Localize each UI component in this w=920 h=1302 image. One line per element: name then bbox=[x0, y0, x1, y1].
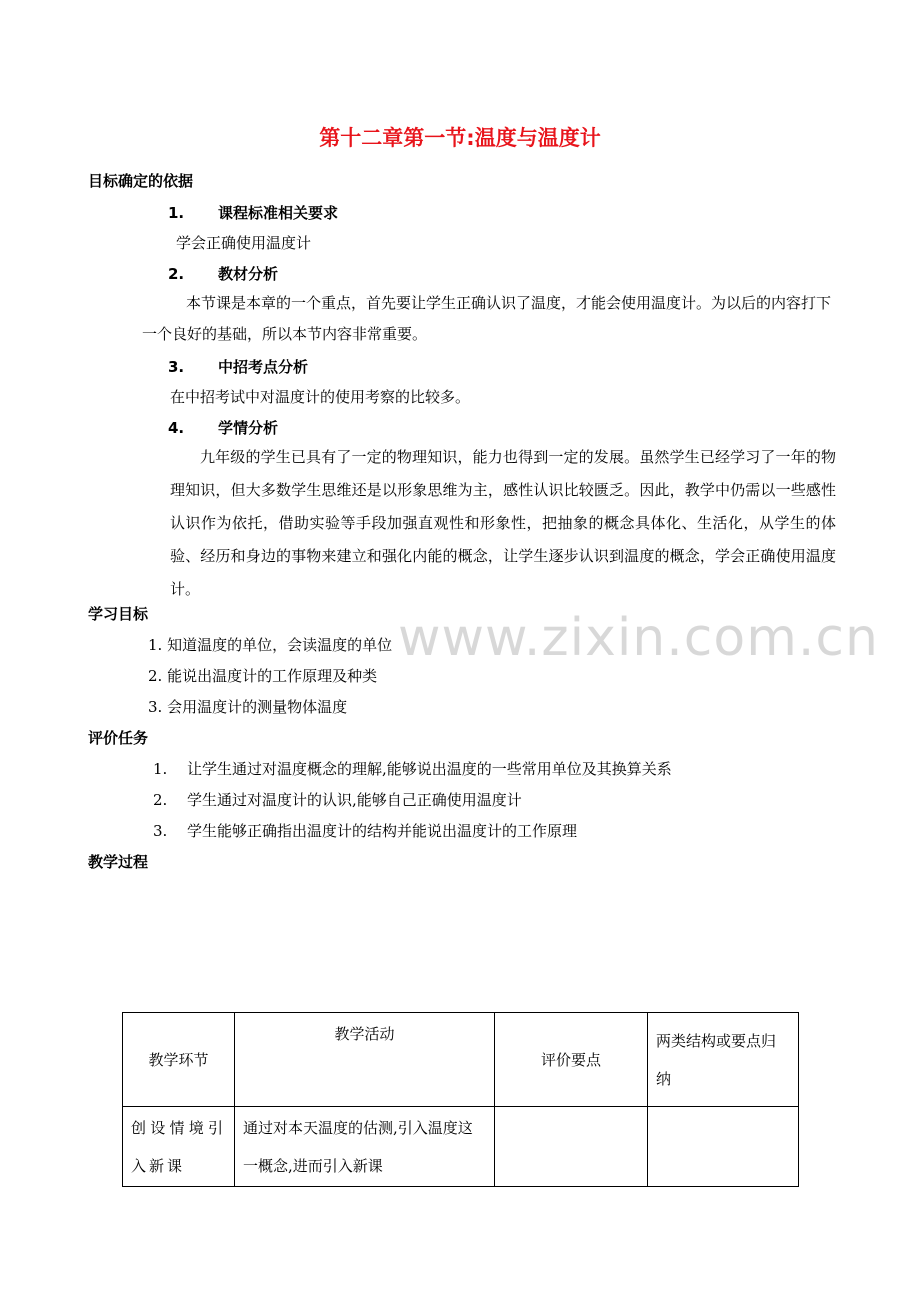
section-heading-basis: 目标确定的依据 bbox=[88, 172, 194, 190]
section-heading-process: 教学过程 bbox=[88, 853, 149, 871]
basis-item-4-title: 学情分析 bbox=[218, 419, 279, 437]
table-cell: 创设情境引入新课 bbox=[123, 1107, 235, 1187]
basis-item-3-label bbox=[168, 356, 308, 377]
basis-item-3-text: 在中招考试中对温度计的使用考察的比较多。 bbox=[170, 388, 471, 406]
task-item-2-num: 2. bbox=[153, 791, 168, 809]
table-header-cell: 两类结构或要点归纳 bbox=[648, 1013, 799, 1107]
table-header-cell: 教学环节 bbox=[123, 1013, 235, 1107]
basis-item-2-label bbox=[168, 263, 278, 284]
task-item-2-text: 学生通过对温度计的认识,能够自己正确使用温度计 bbox=[187, 791, 522, 809]
table-header-row bbox=[123, 1013, 799, 1107]
table-header-cell: 评价要点 bbox=[495, 1013, 648, 1107]
table-header-cell: 教学活动 bbox=[235, 1013, 495, 1107]
basis-item-2-title: 教材分析 bbox=[218, 265, 279, 283]
task-item-3 bbox=[153, 820, 577, 841]
table-cell: 通过对本天温度的估测,引入温度这一概念,进而引入新课 bbox=[235, 1107, 495, 1187]
page-title: 第十二章第一节:温度与温度计 bbox=[319, 126, 601, 150]
teaching-process-table bbox=[122, 1012, 799, 1187]
watermark: www.zixin.com.cn bbox=[398, 608, 879, 668]
goal-item-2: 2. 能说出温度计的工作原理及种类 bbox=[148, 667, 378, 685]
section-heading-tasks: 评价任务 bbox=[88, 729, 149, 747]
basis-item-4-text: 九年级的学生已具有了一定的物理知识，能力也得到一定的发展。虽然学生已经学习了一年的物理知识，但大多数学生思维还是以形象思维为主，感性认识比较匮乏。因此，教学中仍需以一些感性认识作为依托，借助实验等手段加强直观性和形象性，把抽象的概念具体化、生活化，从学生的体验、经历和身边的事物来建立和强化内能的概念，让学生逐步认识到温度的概念，学会正确使用温度计。 bbox=[170, 448, 836, 598]
task-item-1-num: 1. bbox=[153, 760, 168, 778]
goal-item-3: 3. 会用温度计的测量物体温度 bbox=[148, 698, 348, 716]
basis-item-4-label bbox=[168, 417, 278, 438]
task-item-3-num: 3. bbox=[153, 822, 168, 840]
basis-item-3-title: 中招考点分析 bbox=[218, 358, 309, 376]
table-cell bbox=[495, 1107, 648, 1187]
basis-item-2-num: 2. bbox=[168, 265, 185, 283]
basis-item-1-text: 学会正确使用温度计 bbox=[176, 234, 312, 252]
basis-item-1-title: 课程标准相关要求 bbox=[218, 204, 339, 222]
goal-item-1: 1. 知道温度的单位，会读温度的单位 bbox=[148, 636, 393, 654]
section-heading-goals: 学习目标 bbox=[88, 605, 149, 623]
task-item-3-text: 学生能够正确指出温度计的结构并能说出温度计的工作原理 bbox=[187, 822, 578, 840]
basis-item-1-label bbox=[168, 202, 338, 223]
basis-item-1-num: 1. bbox=[168, 204, 185, 222]
basis-item-3-num: 3. bbox=[168, 358, 185, 376]
table-cell bbox=[648, 1107, 799, 1187]
basis-item-2-text: 本节课是本章的一个重点，首先要让学生正确认识了温度，才能会使用温度计。为以后的内容打下一个良好的基础，所以本节内容非常重要。 bbox=[142, 294, 832, 343]
table-row bbox=[123, 1107, 799, 1187]
basis-item-4-num: 4. bbox=[168, 419, 185, 437]
task-item-1-text: 让学生通过对温度概念的理解,能够说出温度的一些常用单位及其换算关系 bbox=[187, 760, 672, 778]
task-item-1 bbox=[153, 758, 672, 779]
task-item-2 bbox=[153, 789, 522, 810]
